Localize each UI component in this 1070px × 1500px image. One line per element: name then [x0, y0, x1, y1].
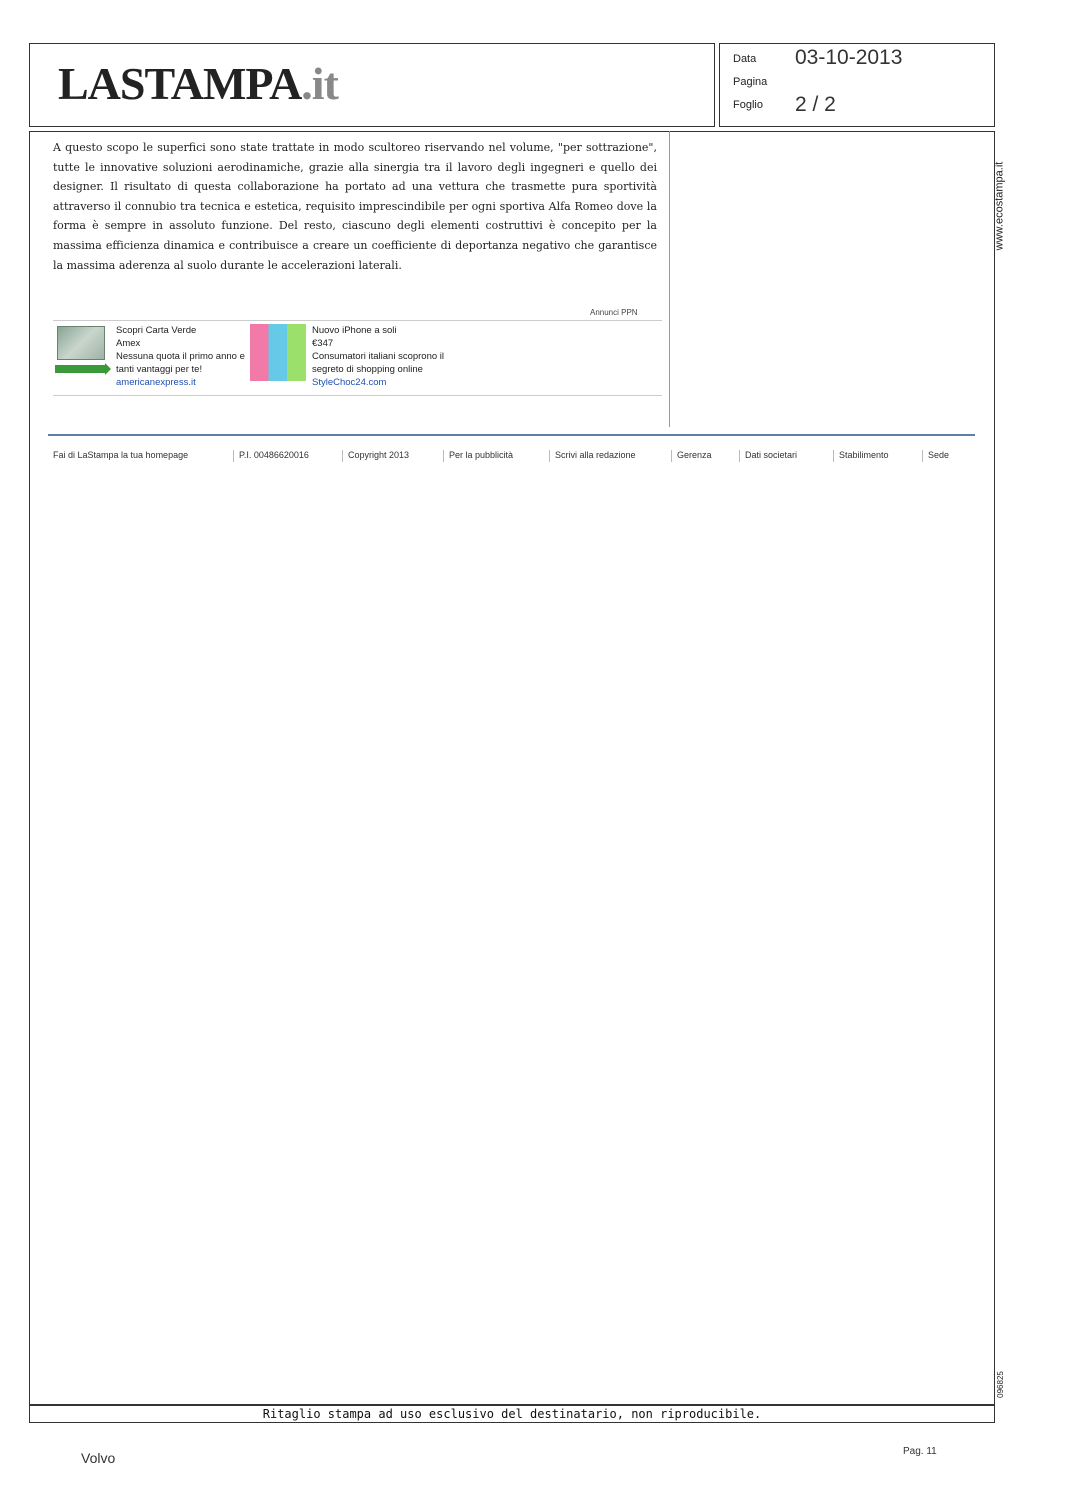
- ads-bottom-divider: [53, 395, 662, 396]
- footer-separator: [671, 450, 672, 462]
- footer-separator: [233, 450, 234, 462]
- newspaper-logo: [58, 58, 338, 110]
- column-separator: [669, 131, 670, 427]
- disclaimer-text: Ritaglio stampa ad uso esclusivo del destinatario, non riproducibile.: [262, 1407, 762, 1421]
- ad-iphone-link[interactable]: StyleChoc24.com: [312, 377, 387, 388]
- article-body: [53, 138, 657, 275]
- meta-value-foglio: 2 / 2: [795, 93, 836, 116]
- ad-amex-brand: Amex: [116, 338, 141, 349]
- page-number: Pag. 11: [903, 1446, 937, 1457]
- footer-link-pubblicita[interactable]: Per la pubblicità: [449, 450, 514, 460]
- footer-link-copyright[interactable]: Copyright 2013: [348, 450, 410, 460]
- footer-link-homepage[interactable]: Fai di LaStampa la tua homepage: [53, 450, 189, 460]
- footer-links: [53, 450, 975, 462]
- ads-author: Annunci PPN: [590, 308, 638, 317]
- credit-card-image[interactable]: [57, 326, 105, 360]
- footer-link-dati-societari[interactable]: Dati societari: [745, 450, 798, 460]
- meta-label-data: Data: [733, 53, 757, 65]
- footer-separator: [922, 450, 923, 462]
- arrow-icon[interactable]: [55, 365, 105, 373]
- footer-separator: [833, 450, 834, 462]
- side-code: 096825: [995, 1371, 1005, 1398]
- ad-amex[interactable]: [116, 324, 246, 389]
- ad-iphone-title[interactable]: Nuovo iPhone a soli: [312, 325, 397, 336]
- ad-amex-title[interactable]: Scopri Carta Verde: [116, 325, 197, 336]
- article-paragraph: A questo scopo le superfici sono state trattate in modo scultoreo riservando nel volume, "per sottrazione", tutte le innovative soluzioni aerodinamiche, grazie alla sinergia tra il lavoro degli ingegneri e quello dei designer. Il risultato di questa collaborazione ha portato ad una vettura che trasmette pura sportività attraverso il connubio tra tecnica e estetica, requisito imprescindibile per ogni sportiva Alfa Romeo dove la forma è sempre in assoluto funzione. Del resto, ciascuno degli elementi costruttivi è concepito per la massima efficienza dinamica e contribuisce a creare un coefficiente di deportanza negativo che garantisce la massima aderenza al suolo durante le accelerazioni laterali.: [53, 141, 657, 272]
- footer-separator: [739, 450, 740, 462]
- footer-link-redazione[interactable]: Scrivi alla redazione: [555, 450, 636, 460]
- side-url: www.ecostampa.it: [993, 161, 1006, 251]
- ad-iphone-desc: Consumatori italiani scoprono il segreto di shopping online: [312, 351, 445, 375]
- footer-divider: [48, 434, 975, 436]
- clipping-body-frame: [29, 131, 995, 1405]
- footer-separator: [549, 450, 550, 462]
- footer-link-stabilimento[interactable]: Stabilimento: [839, 450, 889, 460]
- ad-amex-desc: Nessuna quota il primo anno e tanti vantaggi per te!: [116, 351, 245, 375]
- footer-separator: [443, 450, 444, 462]
- ad-iphone[interactable]: [312, 324, 457, 389]
- ad-iphone-price: €347: [312, 338, 334, 349]
- footer-link-gerenza[interactable]: Gerenza: [677, 450, 712, 460]
- logo-domain: .it: [301, 58, 338, 109]
- meta-value-data: 03-10-2013: [795, 46, 903, 69]
- ad-amex-link[interactable]: americanexpress.it: [116, 377, 196, 388]
- meta-label-foglio: Foglio: [733, 99, 763, 111]
- logo-main: LASTAMPA: [58, 58, 302, 109]
- client-name: Volvo: [81, 1450, 116, 1466]
- footer-link-sede[interactable]: Sede: [928, 450, 950, 460]
- phones-image[interactable]: [250, 324, 306, 381]
- ads-top-divider: [53, 320, 662, 321]
- footer-link-piva[interactable]: P.I. 00486620016: [239, 450, 309, 460]
- footer-separator: [342, 450, 343, 462]
- meta-label-pagina: Pagina: [733, 76, 768, 88]
